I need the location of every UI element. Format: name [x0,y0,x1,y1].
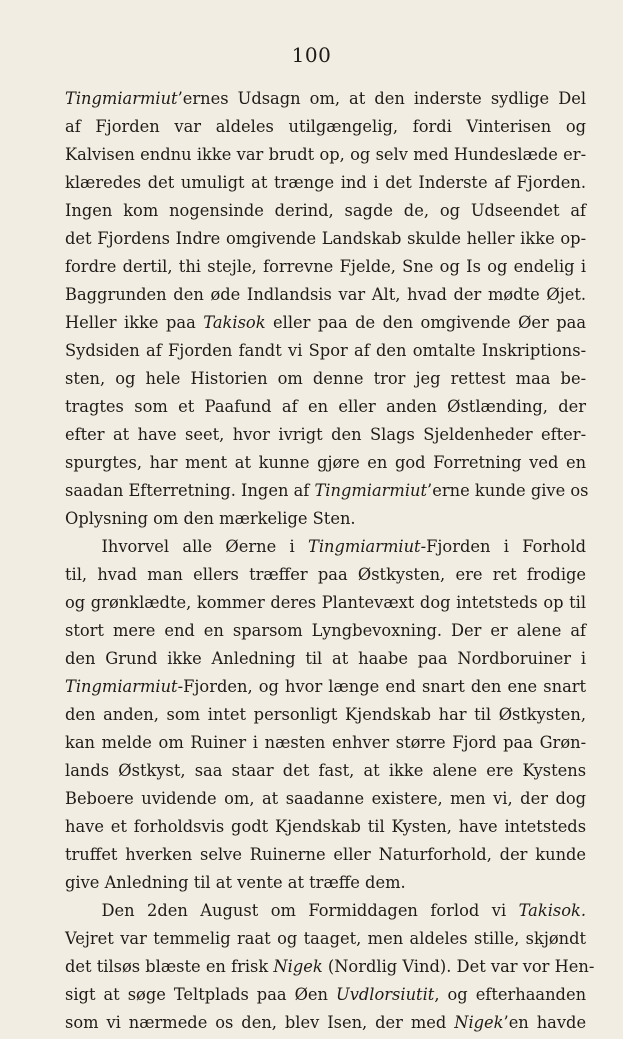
text-line [65,309,586,337]
text-run: truffet hverken selve Ruinerne eller Naturforhold, der kunde [65,845,587,864]
text-run: sten, og hele Historien om denne tror jeg rettest maa be- [65,369,587,388]
text-line [65,505,586,533]
text-run: have et forholdsvis godt Kjendskab til Kysten, have intetsteds [65,817,587,836]
text-run: fordre dertil, thi stejle, forrevne Fjelde, Sne og Is og endelig i [65,257,587,276]
text-run: Baggrunden den øde Indlandsis var Alt, hvad der mødte Øjet. [65,285,587,304]
text-line [65,533,586,561]
text-line [65,225,586,253]
text-run: Kalvisen endnu ikke var brudt op, og selv med Hundeslæde er- [65,145,587,164]
text-run: Vejret var temmelig raat og taaget, men aldeles stille, skjøndt [65,929,587,948]
text-line [65,925,586,953]
text-run: lands Østkyst, saa staar det fast, at ikke alene ere Kystens [65,761,587,780]
text-line [65,561,586,589]
text-line [65,981,586,1009]
text-line [65,393,586,421]
text-run: Oplysning om den mærkelige Sten. [65,509,356,528]
text-run: -Fjorden, og hvor længe end snart den ene snart [177,677,587,696]
text-run: tragtes som et Paafund af en eller anden Østlænding, der [65,397,587,416]
text-run: sigt at søge Teltplads paa Øen [65,985,337,1004]
text-run: efter at have seet, hvor ivrigt den Slags Sjeldenheder efter- [65,425,587,444]
text-line [65,281,586,309]
text-line [65,1009,586,1037]
italic-term: Takisok [203,313,266,332]
text-line [65,673,586,701]
text-line [65,869,586,897]
text-line [65,813,586,841]
text-line [65,589,586,617]
text-run: som vi nærmede os den, blev Isen, der med [65,1013,455,1032]
text-line [65,169,586,197]
text-line [65,449,586,477]
italic-term: Nigek [273,957,323,976]
text-line [65,729,586,757]
text-line [65,421,586,449]
text-run: Den 2den August om Formiddagen forlod vi [101,901,519,920]
text-line [65,365,586,393]
text-run: Sydsiden af Fjorden fandt vi Spor af den omtalte Inskriptions- [65,341,587,360]
body-text [65,85,595,1037]
text-run: Beboere uvidende om, at saadanne existere, men vi, der dog [65,789,587,808]
text-run: det tilsøs blæste en frisk [65,957,274,976]
text-run: ’erne kunde give os [427,481,589,500]
text-line [65,337,586,365]
text-line [65,253,586,281]
text-run: det Fjordens Indre omgivende Landskab skulde heller ikke op- [65,229,587,248]
italic-term: Takisok. [518,901,587,920]
text-run: ’en havde [503,1013,587,1032]
text-line [65,757,586,785]
text-run: den Grund ikke Anledning til at haabe paa Nordboruiner i [65,649,587,668]
text-run: kan melde om Ruiner i næsten enhver større Fjord paa Grøn- [65,733,587,752]
italic-term: Uvdlorsiutit [336,985,435,1004]
text-run: af Fjorden var aldeles utilgængelig, fordi Vinterisen og [65,117,587,136]
text-run: spurgtes, har ment at kunne gjøre en god Forretning ved en [65,453,587,472]
italic-term: Tingmiarmiut [308,537,421,556]
text-line [65,645,586,673]
text-line [65,113,586,141]
text-run: give Anledning til at vente at træffe dem. [65,873,406,892]
text-run: til, hvad man ellers træffer paa Østkysten, ere ret frodige [65,565,587,584]
text-run: og grønklædte, kommer deres Plantevæxt dog intetsteds op til [65,593,587,612]
text-run: , og efterhaanden [434,985,587,1004]
italic-term: Tingmiarmiut [65,89,178,108]
text-run: Ingen kom nogensinde derind, sagde de, og Udseendet af [65,201,587,220]
text-run: Heller ikke paa [65,313,204,332]
italic-term: Tingmiarmiut [314,481,428,500]
text-line [65,841,586,869]
text-run: den anden, som intet personligt Kjendskab har til Østkysten, [65,705,587,724]
page-number: 100 [291,43,332,67]
text-line [65,197,586,225]
text-line [65,617,586,645]
text-run: saadan Efterretning. Ingen af [65,481,315,500]
text-run: (Nordlig Vind). Det var vor Hen- [322,957,595,976]
text-line [65,897,586,925]
italic-term: Nigek [454,1013,504,1032]
text-run: -Fjorden i Forhold [420,537,587,556]
text-run: ’ernes Udsagn om, at den inderste sydlige Del [177,89,587,108]
text-line [65,141,586,169]
italic-term: Tingmiarmiut [65,677,178,696]
text-run: eller paa de den omgivende Øer paa [265,313,587,332]
text-line [65,785,586,813]
text-line [65,953,595,981]
text-run: Ihvorvel alle Øerne i [101,537,309,556]
text-line [65,701,586,729]
text-line [65,85,586,113]
text-run: klæredes det umuligt at trænge ind i det Inderste af Fjorden. [65,173,587,192]
text-line [65,477,589,505]
text-run: stort mere end en sparsom Lyngbevoxning. Der er alene af [65,621,587,640]
